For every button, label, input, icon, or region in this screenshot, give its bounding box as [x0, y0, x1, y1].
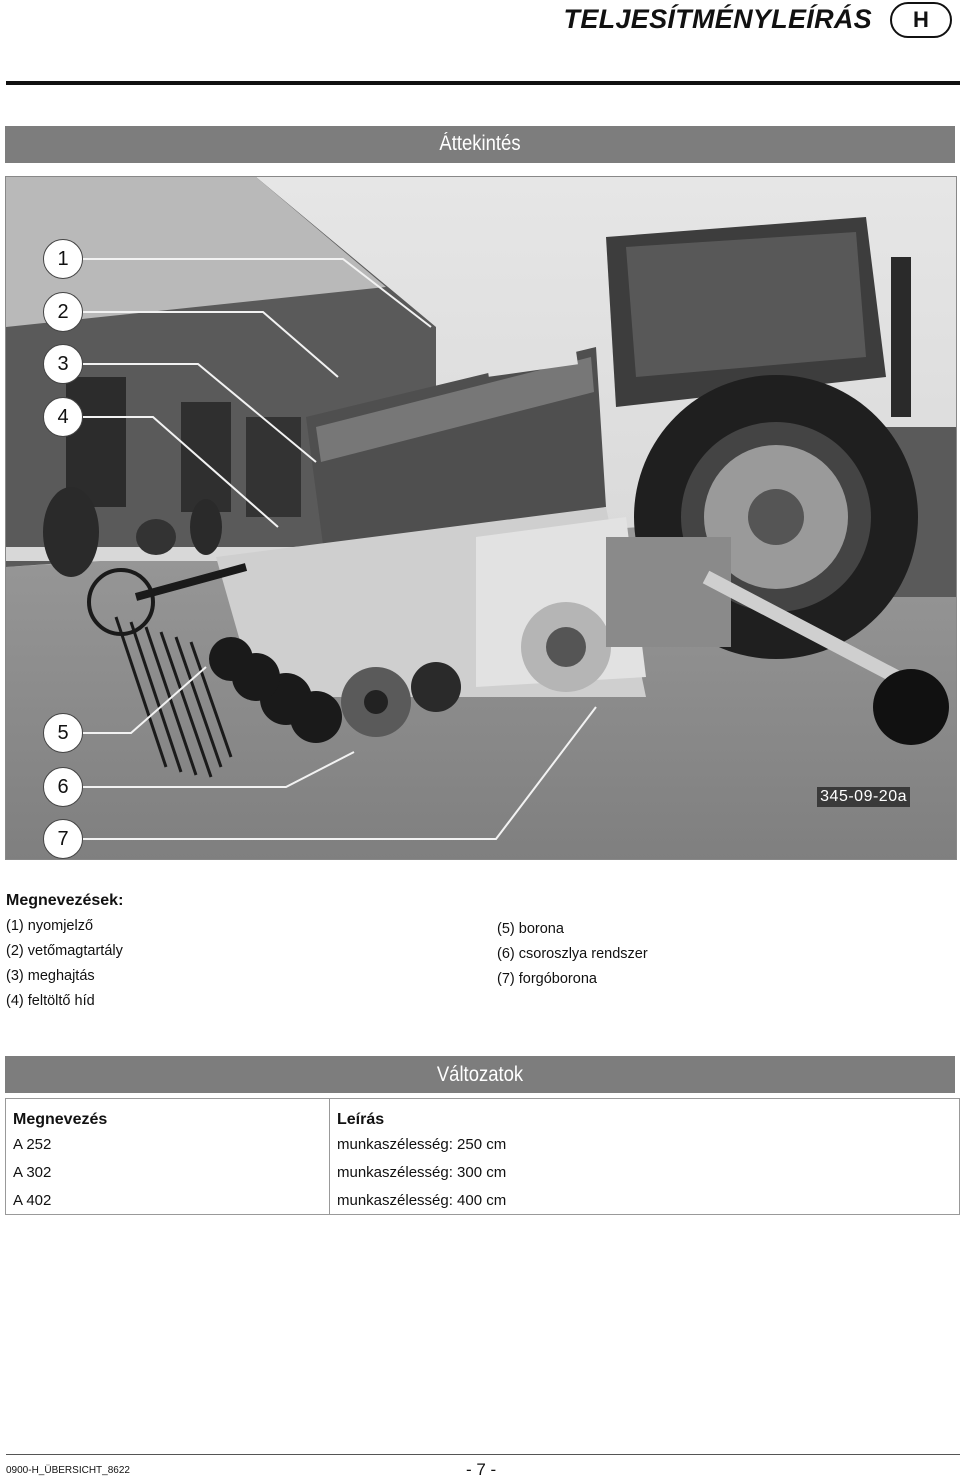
callout-7: 7: [43, 819, 83, 859]
legend-item: (3) meghajtás: [6, 968, 95, 984]
variants-band: [5, 1056, 955, 1093]
page-number: - 7 -: [466, 1460, 497, 1479]
callout-3: 3: [43, 344, 83, 384]
variant-description: munkaszélesség: 250 cm: [330, 1130, 960, 1158]
header-rule: [6, 81, 960, 85]
variant-name: A 402: [6, 1186, 330, 1215]
legend-item: (6) csoroszlya rendszer: [497, 946, 648, 962]
table-row: [6, 1158, 960, 1186]
legend-item: (5) borona: [497, 921, 564, 937]
callout-4: 4: [43, 397, 83, 437]
legend-left: [6, 914, 123, 1014]
variant-name: A 252: [6, 1130, 330, 1158]
overview-band: [5, 126, 955, 163]
machine-illustration: [6, 177, 957, 860]
legend-item: (4) feltöltő híd: [6, 993, 95, 1009]
machine-photo: [5, 176, 957, 860]
variant-description: munkaszélesség: 400 cm: [330, 1186, 960, 1215]
document-code: 0900-H_ÜBERSICHT_8622: [6, 1465, 130, 1476]
legend-item: (2) vetőmagtartály: [6, 943, 123, 959]
callout-2: 2: [43, 292, 83, 332]
legend-item: (1) nyomjelző: [6, 918, 94, 934]
table-row: [6, 1130, 960, 1158]
overview-title: Áttekintés: [439, 132, 521, 155]
table-header-row: [6, 1099, 960, 1131]
legend-right: [497, 917, 648, 992]
photo-code: 345-09-20a: [817, 787, 910, 807]
variant-name: A 302: [6, 1158, 330, 1186]
variants-table: [5, 1098, 960, 1215]
page-title: TELJESÍTMÉNYLEÍRÁS: [563, 4, 872, 34]
legend-title: Megnevezések:: [6, 892, 124, 909]
footer-rule: [6, 1454, 960, 1455]
callout-1: 1: [43, 239, 83, 279]
table-row: [6, 1186, 960, 1215]
column-header: Megnevezés: [6, 1099, 330, 1131]
variant-description: munkaszélesség: 300 cm: [330, 1158, 960, 1186]
variants-title: Változatok: [436, 1063, 524, 1086]
language-badge: H: [890, 2, 952, 38]
column-header: Leírás: [330, 1099, 960, 1131]
legend-item: (7) forgóborona: [497, 971, 597, 987]
callout-6: 6: [43, 767, 83, 807]
callout-5: 5: [43, 713, 83, 753]
